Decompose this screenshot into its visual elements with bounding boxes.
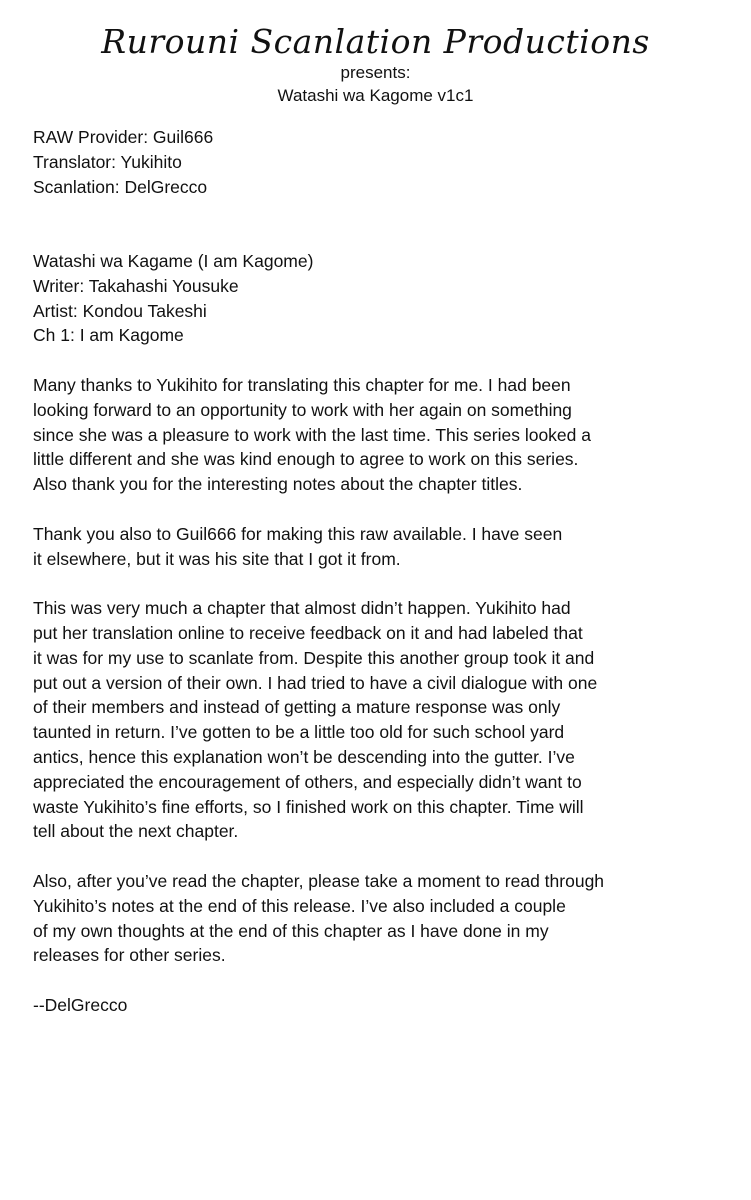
text-line: put out a version of their own. I had tried to have a civil dialogue with one	[33, 672, 598, 693]
text-line: tell about the next chapter.	[33, 821, 239, 842]
signature: --DelGrecco	[33, 994, 128, 1015]
body-text	[33, 125, 723, 1018]
release-title: Watashi wa Kagome v1c1	[277, 86, 474, 105]
paragraph-thanks-raw	[33, 522, 723, 572]
series-artist: Artist: Kondou Takeshi	[33, 300, 207, 321]
page-header	[0, 22, 751, 108]
text-line: of their members and instead of getting a mature response was only	[33, 697, 561, 718]
text-line: appreciated the encouragement of others, and especially didn’t want to	[33, 771, 582, 792]
text-line: taunted in return. I’ve gotten to be a little too old for such school yard	[33, 722, 565, 743]
text-line: This was very much a chapter that almost didn’t happen. Yukihito had	[33, 598, 571, 619]
text-line: Also thank you for the interesting notes about the chapter titles.	[33, 474, 523, 495]
text-line: Also, after you’ve read the chapter, please take a moment to read through	[33, 870, 605, 891]
credit-scanlation: Scanlation: DelGrecco	[33, 176, 208, 197]
series-chapter: Ch 1: I am Kagome	[33, 325, 184, 346]
text-line: it elsewhere, but it was his site that I got it from.	[33, 548, 401, 569]
text-line: looking forward to an opportunity to work with her again on something	[33, 399, 572, 420]
text-line: little different and she was kind enough to agree to work on this series.	[33, 449, 579, 470]
text-line: releases for other series.	[33, 945, 226, 966]
paragraph-notes	[33, 869, 723, 968]
text-line: Yukihito’s notes at the end of this release. I’ve also included a couple	[33, 895, 566, 916]
presents-label: presents:	[340, 63, 411, 82]
credits-block	[33, 125, 723, 199]
credit-translator: Translator: Yukihito	[33, 151, 182, 172]
text-line: Thank you also to Guil666 for making this raw available. I have seen	[33, 523, 563, 544]
text-line: Many thanks to Yukihito for translating this chapter for me. I had been	[33, 374, 571, 395]
credit-raw-provider: RAW Provider: Guil666	[33, 127, 214, 147]
series-writer: Writer: Takahashi Yousuke	[33, 275, 239, 296]
paragraph-thanks-translator	[33, 373, 723, 497]
text-line: antics, hence this explanation won’t be descending into the gutter. I’ve	[33, 746, 575, 767]
text-line: waste Yukihito’s fine efforts, so I finished work on this chapter. Time will	[33, 796, 584, 817]
series-info-block	[33, 249, 723, 348]
text-line: since she was a pleasure to work with the last time. This series looked a	[33, 424, 591, 445]
series-title: Watashi wa Kagame (I am Kagome)	[33, 250, 314, 271]
paragraph-explanation	[33, 596, 723, 844]
text-line: of my own thoughts at the end of this chapter as I have done in my	[33, 920, 549, 941]
group-title: Rurouni Scanlation Productions	[101, 22, 650, 61]
text-line: it was for my use to scanlate from. Despite this another group took it and	[33, 647, 595, 668]
text-line: put her translation online to receive feedback on it and had labeled that	[33, 622, 583, 643]
